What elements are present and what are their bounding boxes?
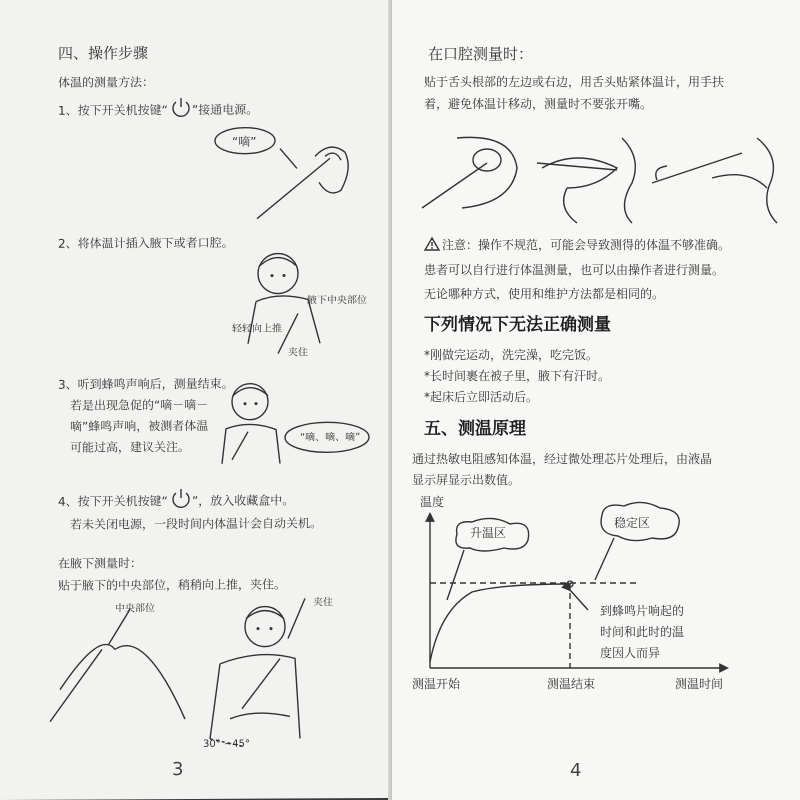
warning-line2: 患者可以自行进行体温测量，也可以由操作者进行测量。 [424, 263, 725, 277]
warning-line1: 注意：操作不规范，可能会导致测得的体温不够准确。 [442, 238, 731, 252]
armpit-desc: 贴于腋下的中央部位，稍稍向上推，夹住。 [58, 577, 287, 593]
section-title-operation: 四、操作步骤 [58, 44, 149, 63]
principle-desc-line1: 通过热敏电阻感知体温，经过微处理芯片处理后，由液晶 [412, 452, 713, 466]
power-icon [170, 487, 192, 511]
step2-text: 2、将体温计插入腋下或者口腔。 [58, 235, 234, 251]
warning-line3: 无论哪种方式，使用和维护方法都是相同的。 [424, 287, 665, 301]
step3-line1: 3、听到蜂鸣声响后，测量结束。 [58, 376, 234, 392]
method-title: 体温的测量方法： [58, 75, 155, 90]
stable-zone-label: 稳定区 [614, 516, 651, 530]
power-icon [170, 96, 192, 120]
cannot-measure-item3: *起床后立即活动后。 [424, 390, 539, 404]
cannot-measure-title: 下列情况下无法正确测量 [424, 315, 611, 335]
principle-title: 五、测温原理 [424, 419, 526, 439]
oral-title: 在口腔测量时： [428, 45, 534, 63]
beep3-text: “嘀、嘀、嘀” [300, 432, 361, 444]
armpit-closeup-illustration [40, 609, 190, 730]
step4-text-b: ”，放入收藏盒中。 [192, 493, 295, 508]
label-center: 中央部位 [115, 603, 155, 615]
label-clamp2: 夹住 [313, 597, 333, 609]
x-label-end: 测温结束 [547, 677, 596, 691]
graph-note-line1: 到蜂鸣片响起的 [600, 604, 685, 618]
step4-note: 若未关闭电源，一段时间内体温计会自动关机。 [70, 516, 323, 532]
oral-desc-line1: 贴于舌头根部的左边或右边，用舌头贴紧体温计，用手扶 [424, 75, 725, 89]
label-armpit-center: 腋下中央部位 [307, 295, 367, 307]
step3-line2: 若是出现急促的“嘀－嘀－ [70, 397, 209, 413]
x-label-start: 测温开始 [412, 677, 461, 691]
step4-text-a: 4、按下开关机按键“ [58, 494, 168, 509]
beep1-text: “嘀” [232, 134, 257, 149]
oral-measurement-illustrations [417, 128, 787, 228]
step1-text-a: 1、按下开关机按键“ [58, 103, 168, 118]
right-page [392, 0, 800, 800]
temperature-curve-graph [392, 500, 800, 700]
step1-text-b: ”接通电源。 [192, 102, 259, 117]
cannot-measure-item1: *刚做完运动，洗完澡，吃完饭。 [424, 348, 599, 362]
graph-note-line2: 时间和此时的温 [600, 625, 685, 639]
armpit-title: 在腋下测量时： [58, 556, 143, 571]
page-number-right: 4 [570, 760, 582, 781]
page-number-left: 3 [172, 759, 184, 781]
step3-line3: 嘀”蜂鸣声响，被测者体温 [70, 418, 209, 434]
principle-desc-line2: 显示屏显示出数值。 [412, 473, 521, 487]
x-axis-label: 测温时间 [675, 677, 724, 691]
label-clamp: 夹住 [288, 347, 308, 359]
cannot-measure-item2: *长时间裹在被子里，腋下有汗时。 [424, 369, 611, 383]
left-page [0, 0, 394, 800]
step3-line4: 可能过高，建议关注。 [70, 440, 191, 455]
graph-note-line3: 度因人而异 [600, 646, 661, 660]
label-push-up: 轻轻向上推 [232, 323, 282, 335]
child-clamp-illustration [200, 598, 310, 749]
temperature-curve [430, 584, 570, 662]
rise-zone-label: 升温区 [470, 526, 507, 540]
warning-icon [424, 237, 440, 251]
thermometer-hand-illustration [245, 138, 355, 239]
angle-label: 30° ~45° [203, 738, 251, 750]
oral-desc-line2: 着，避免体温计移动，测量时不要张开嘴。 [424, 97, 653, 111]
graph-y-label: 温度 [420, 495, 445, 509]
